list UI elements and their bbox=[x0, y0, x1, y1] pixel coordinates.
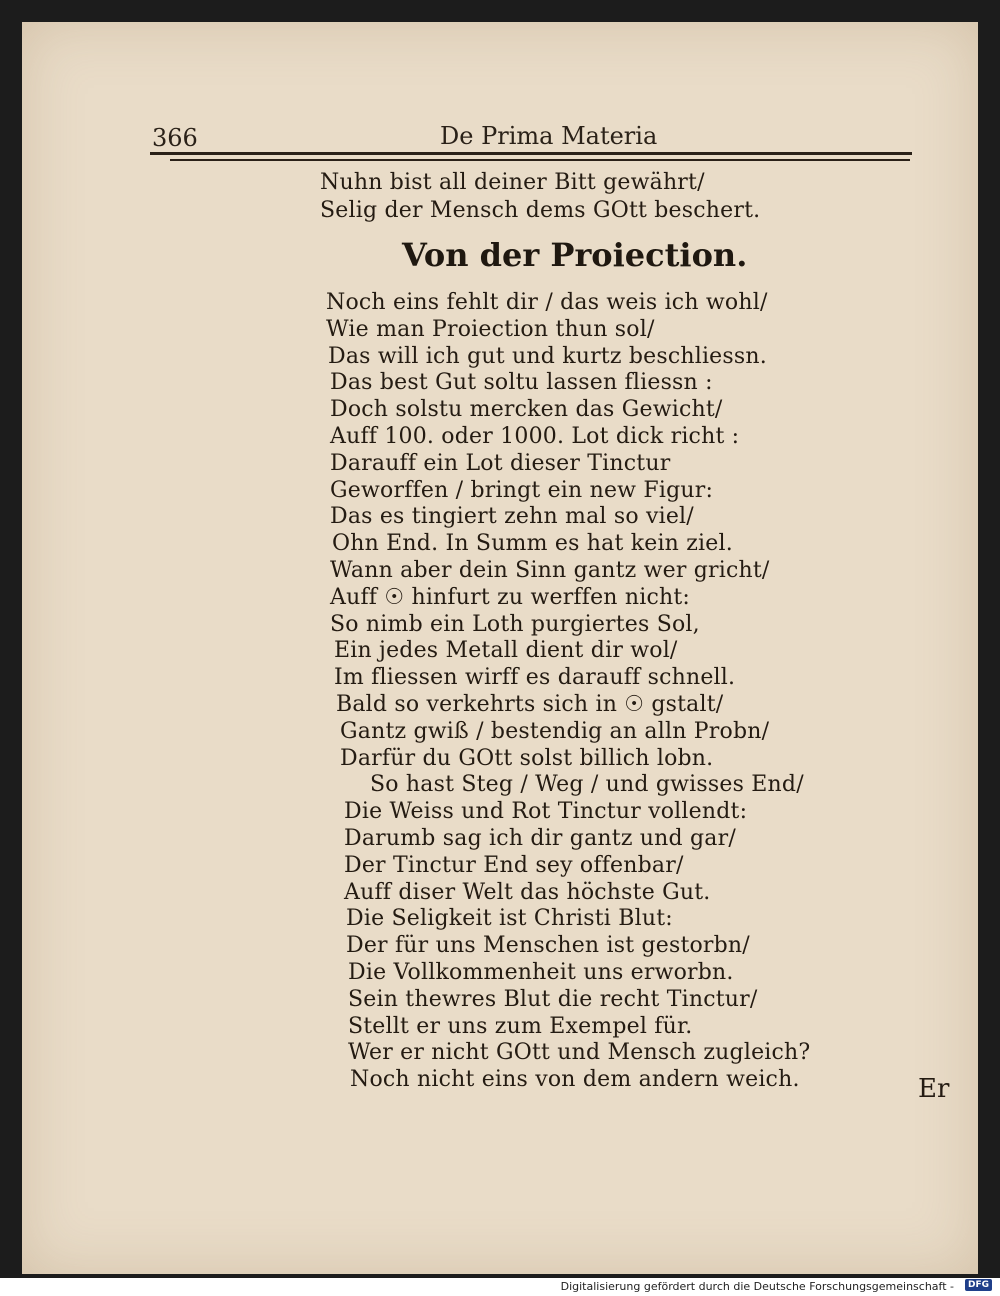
verse-line: So nimb ein Loth purgiertes Sol, bbox=[330, 612, 700, 637]
verse-line: Darumb sag ich dir gantz und gar/ bbox=[344, 826, 736, 851]
verse-line: Darfür du GOtt solst billich lobn. bbox=[340, 746, 714, 771]
verse-line: Doch solstu mercken das Gewicht/ bbox=[330, 397, 723, 422]
verse-line: Das best Gut soltu lassen fliessn : bbox=[330, 370, 713, 395]
verse-line: Im fliessen wirff es darauff schnell. bbox=[334, 665, 736, 690]
opening-line: Nuhn bist all deiner Bitt gewährt/ bbox=[320, 170, 705, 195]
verse-line: Die Vollkommenheit uns erworbn. bbox=[348, 960, 734, 985]
opening-line: Selig der Mensch dems GOtt beschert. bbox=[320, 198, 761, 223]
verse-line: Wann aber dein Sinn gantz wer gricht/ bbox=[330, 558, 770, 583]
verse-line: Der Tinctur End sey offenbar/ bbox=[344, 853, 684, 878]
verse-line: Ein jedes Metall dient dir wol/ bbox=[334, 638, 678, 663]
section-title: Von der Proiection. bbox=[402, 236, 748, 274]
verse-line: Gantz gwiß / bestendig an alln Probn/ bbox=[340, 719, 770, 744]
verse-line: Die Seligkeit ist Christi Blut: bbox=[346, 906, 673, 931]
verse-line: Stellt er uns zum Exempel für. bbox=[348, 1014, 693, 1039]
catchword: Er bbox=[918, 1074, 950, 1104]
header-rule-thin bbox=[170, 159, 910, 161]
digitization-credit: Digitalisierung gefördert durch die Deutsche Forschungsgemeinschaft - bbox=[560, 1280, 954, 1293]
verse-line: So hast Steg / Weg / und gwisses End/ bbox=[370, 772, 804, 797]
verse-line: Noch nicht eins von dem andern weich. bbox=[350, 1067, 800, 1092]
verse-line: Wer er nicht GOtt und Mensch zugleich? bbox=[348, 1040, 811, 1065]
verse-line: Ohn End. In Summ es hat kein ziel. bbox=[332, 531, 733, 556]
dfg-logo: DFG bbox=[965, 1279, 992, 1291]
verse-line: Wie man Proiection thun sol/ bbox=[326, 317, 655, 342]
verse-line: Darauff ein Lot dieser Tinctur bbox=[330, 451, 671, 476]
verse-line: Sein thewres Blut die recht Tinctur/ bbox=[348, 987, 758, 1012]
verse-line: Das will ich gut und kurtz beschliessn. bbox=[328, 344, 767, 369]
page-number: 366 bbox=[152, 124, 198, 152]
verse-line: Die Weiss und Rot Tinctur vollendt: bbox=[344, 799, 748, 824]
verse-line: Noch eins fehlt dir / das weis ich wohl/ bbox=[326, 290, 768, 315]
verse-line: Auff diser Welt das höchste Gut. bbox=[344, 880, 711, 905]
running-head: De Prima Materia bbox=[440, 122, 658, 150]
verse-line: Bald so verkehrts sich in ☉ gstalt/ bbox=[336, 692, 724, 717]
verse-line: Auff ☉ hinfurt zu werffen nicht: bbox=[330, 585, 691, 610]
verse-line: Geworffen / bringt ein new Figur: bbox=[330, 478, 714, 503]
verse-line: Der für uns Menschen ist gestorbn/ bbox=[346, 933, 750, 958]
header-rule bbox=[150, 152, 912, 155]
verse-line: Auff 100. oder 1000. Lot dick richt : bbox=[330, 424, 740, 449]
verse-line: Das es tingiert zehn mal so viel/ bbox=[330, 504, 694, 529]
